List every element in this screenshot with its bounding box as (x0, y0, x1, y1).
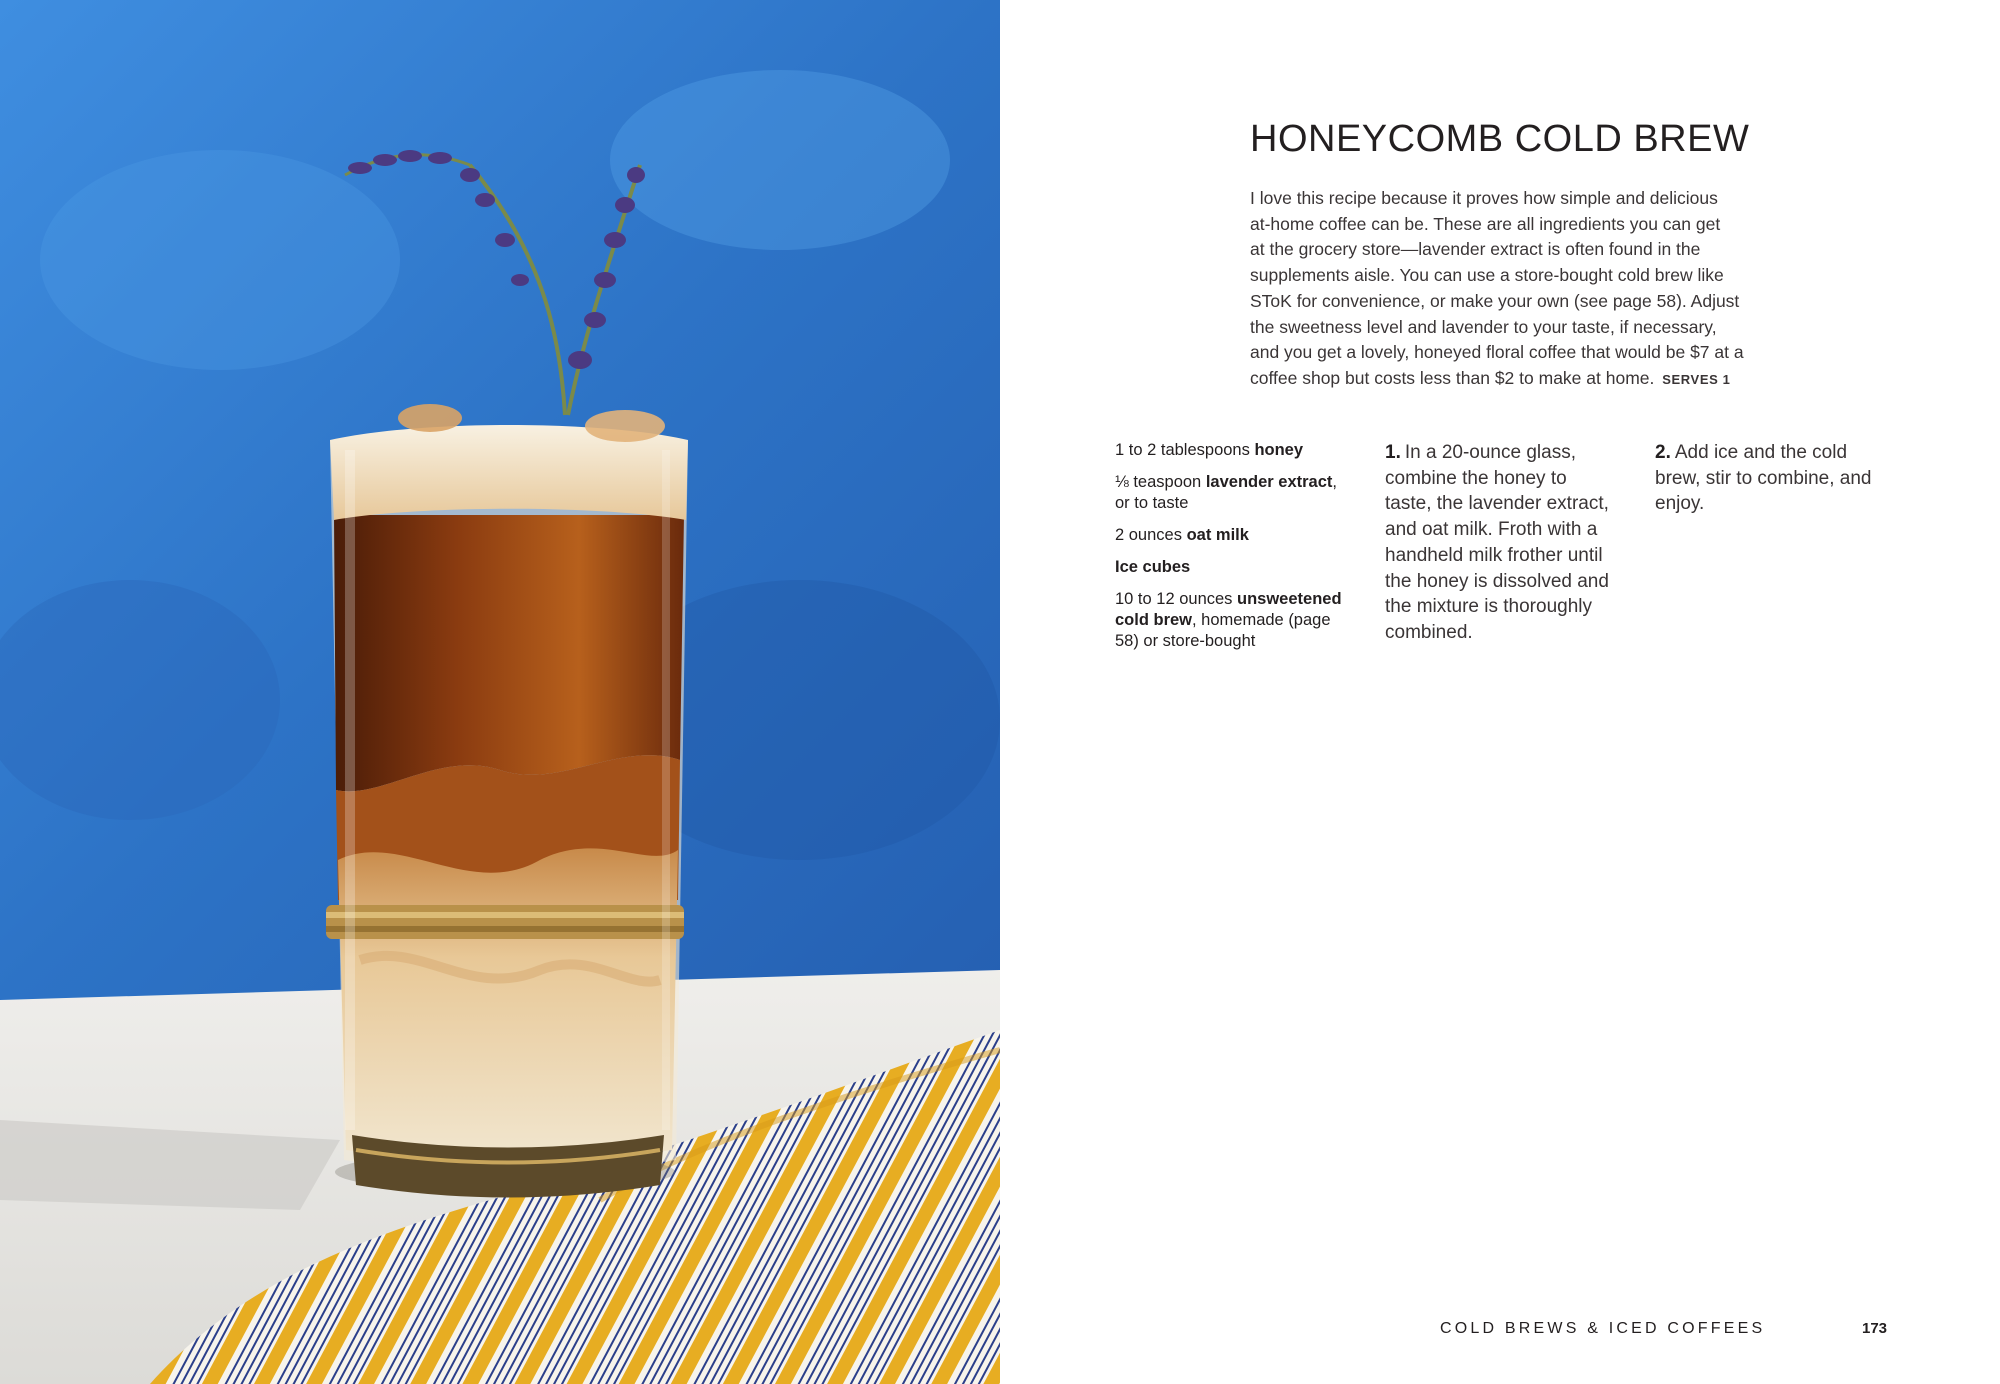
ingredient-name: lavender extract (1205, 473, 1333, 491)
ingredient-name: Ice cubes (1115, 558, 1191, 576)
running-footer-section: COLD BREWS & ICED COFFEES (1440, 1320, 1766, 1337)
headnote-line: at-home coffee can be. These are all ingredients you can get (1250, 213, 1721, 234)
headnote-line: supplements aisle. You can use a store-bought cold brew like (1250, 265, 1724, 286)
step-1 (1385, 440, 1615, 646)
ingredient-item: 10 to 12 ounces unsweetened cold brew, homemade (page 58) or store-bought (1115, 590, 1342, 650)
ingredient-list (1115, 440, 1355, 663)
headnote-line: the sweetness level and lavender to your taste, if necessary, (1250, 316, 1717, 337)
step-text: Add ice and the cold brew, stir to combine, and enjoy. (1655, 442, 1872, 515)
ingredient-item: ⅛ teaspoon lavender extract, or to taste (1115, 473, 1337, 512)
coffee-glass (326, 404, 688, 1198)
headnote-line: SToK for convenience, or make your own (see page 58). Adjust (1250, 290, 1740, 311)
step-number: 2. (1655, 442, 1671, 463)
headnote-text (1250, 188, 1744, 388)
recipe-title: HONEYCOMB COLD BREW (1250, 118, 1750, 160)
ingredient-name: unsweetened cold brew (1115, 590, 1342, 629)
ingredient-item (1115, 557, 1355, 578)
headnote-line: coffee shop but costs less than $2 to make at home. (1250, 367, 1655, 388)
ingredient-item: 2 ounces oat milk (1115, 526, 1249, 544)
serves-label: SERVES 1 (1662, 371, 1731, 387)
recipe-headnote (1250, 186, 1770, 393)
step-text: In a 20-ounce glass, combine the honey to taste, the lavender extract, and oat milk. Froth with a handheld milk frother until the honey is dissolved and the mixture is thoroughly combined. (1385, 442, 1609, 643)
headnote-line: and you get a lovely, honeyed floral coffee that would be $7 at a (1250, 342, 1744, 363)
ingredient-name: honey (1254, 441, 1304, 459)
step-2 (1655, 440, 1885, 517)
ingredient-item: 1 to 2 tablespoons honey (1115, 441, 1304, 459)
recipe-text-page (1000, 0, 2000, 1384)
headnote-line: I love this recipe because it proves how simple and delicious (1250, 188, 1718, 208)
headnote-line: at the grocery store—lavender extract is often found in the (1250, 239, 1701, 260)
ingredient-name: oat milk (1186, 526, 1249, 544)
page-number: 173 (1862, 1320, 1888, 1337)
step-number: 1. (1385, 442, 1401, 463)
